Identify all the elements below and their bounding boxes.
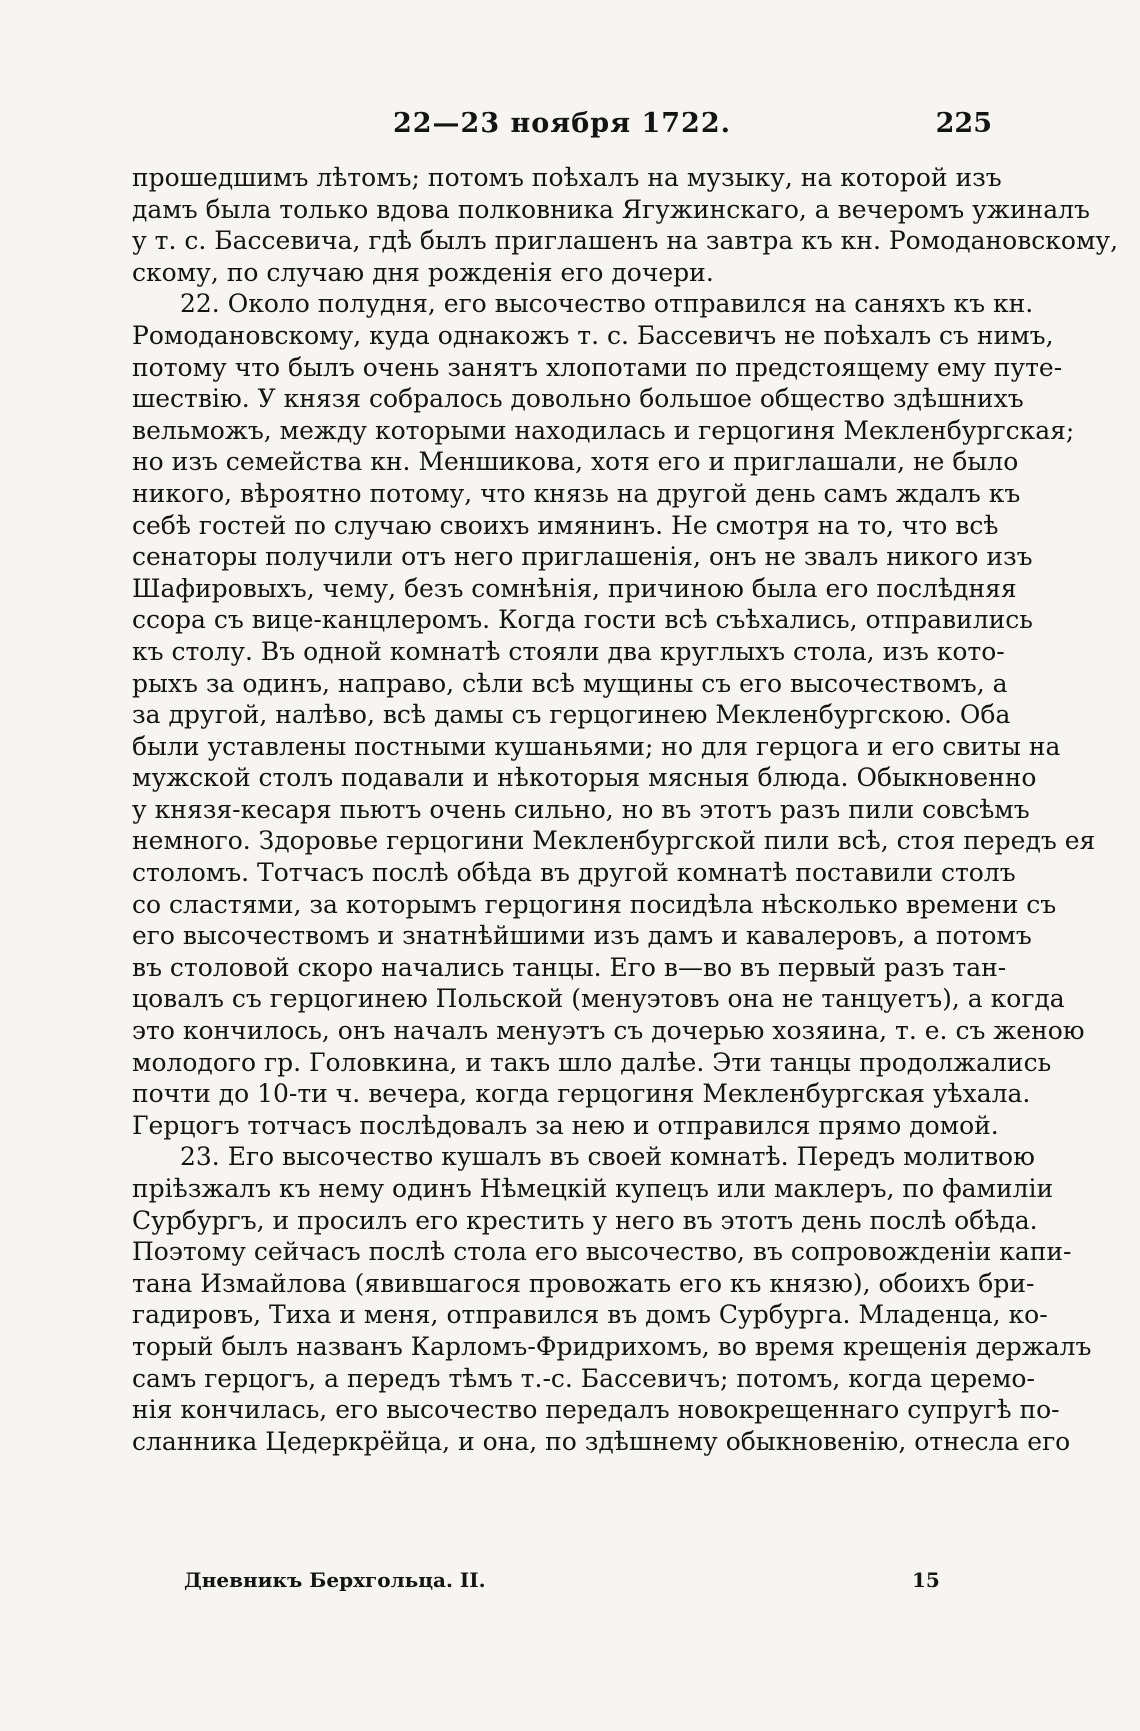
text-line: скому, по случаю дня рожденія его дочери. xyxy=(132,257,714,287)
text-line: сланника Цедеркрёйца, и она, по здѣшнему обыкновенію, отнесла его xyxy=(132,1426,1071,1456)
text-line: вельможъ, между которыми находилась и герцогиня Мекленбургская; xyxy=(132,415,1075,445)
text-line: 23. Его высочество кушалъ въ своей комнатѣ. Передъ молитвою xyxy=(180,1142,1035,1172)
text-line: 22. Около полудня, его высочество отправился на саняхъ къ кн. xyxy=(180,289,1034,319)
text-line: ссора съ вице-канцлеромъ. Когда гости всѣ съѣхались, отправились xyxy=(132,605,1033,635)
text-line: были уставлены постными кушаньями; но для герцога и его свиты на xyxy=(132,731,1061,761)
text-line: почти до 10-ти ч. вечера, когда герцогиня Мекленбургская уѣхала. xyxy=(132,1079,1031,1109)
signature-mark: 15 xyxy=(912,1568,940,1592)
text-line: у т. с. Бассевича, гдѣ былъ приглашенъ на завтра къ кн. Ромодановскому, xyxy=(132,226,1119,256)
text-line: Шафировыхъ, чему, безъ сомнѣнія, причиною была его послѣдняя xyxy=(132,573,1017,603)
text-line: Поэтому сейчасъ послѣ стола его высочество, въ сопровожденіи капи- xyxy=(132,1237,1072,1267)
text-line: шествію. У князя собралось довольно большое общество здѣшнихъ xyxy=(132,384,1024,414)
text-line: столомъ. Тотчасъ послѣ обѣда въ другой комнатѣ поставили столъ xyxy=(132,858,1016,888)
text-line: къ столу. Въ одной комнатѣ стояли два круглыхъ стола, изъ кото- xyxy=(132,636,1005,666)
text-line: цовалъ съ герцогинею Польской (менуэтовъ она не танцуетъ), а когда xyxy=(132,984,1065,1014)
text-line: сенаторы получили отъ него приглашенія, онъ не звалъ никого изъ xyxy=(132,542,1033,572)
text-line: молодого гр. Головкина, и такъ шло далѣе. Эти танцы продолжались xyxy=(132,1047,1052,1077)
footer-book-title: Дневникъ Берхгольца. II. xyxy=(184,1568,486,1592)
text-line: Герцогъ тотчасъ послѣдовалъ за нею и отправился прямо домой. xyxy=(132,1110,999,1140)
page-footer xyxy=(132,1568,992,1600)
text-line: въ столовой скоро начались танцы. Его в—во въ первый разъ тан- xyxy=(132,952,1007,982)
text-line: рыхъ за одинъ, направо, сѣли всѣ мущины съ его высочествомъ, а xyxy=(132,668,1008,698)
page-number: 225 xyxy=(935,108,992,139)
text-line: но изъ семейства кн. Меншикова, хотя его и приглашали, не было xyxy=(132,447,1019,477)
text-line: мужской столъ подавали и нѣкоторыя мясныя блюда. Обыкновенно xyxy=(132,763,1037,793)
text-line: потому что былъ очень занятъ хлопотами по предстоящему ему путе- xyxy=(132,352,1063,382)
text-line: гадировъ, Тиха и меня, отправился въ домъ Сурбурга. Младенца, ко- xyxy=(132,1300,1048,1330)
text-line: нія кончилась, его высочество передалъ новокрещеннаго супругѣ по- xyxy=(132,1395,1060,1425)
text-line: немного. Здоровье герцогини Мекленбургской пили всѣ, стоя передъ ея xyxy=(132,826,1096,856)
text-line: самъ герцогъ, а передъ тѣмъ т.-с. Бассевичъ; потомъ, когда церемо- xyxy=(132,1363,1035,1393)
header-title: 22—23 ноября 1722. xyxy=(392,108,732,139)
text-line: прошедшимъ лѣтомъ; потомъ поѣхалъ на музыку, на которой изъ xyxy=(132,163,1002,192)
text-line: это кончилось, онъ началъ менуэтъ съ дочерью хозяина, т. е. съ женою xyxy=(132,1016,1085,1046)
text-line: за другой, налѣво, всѣ дамы съ герцогинею Мекленбургскою. Оба xyxy=(132,700,1011,730)
text-line: пріѣзжалъ къ нему одинъ Нѣмецкій купецъ или маклеръ, по фамиліи xyxy=(132,1174,1054,1203)
text-line: никого, вѣроятно потому, что князь на другой день самъ ждалъ къ xyxy=(132,478,1021,508)
text-line: тана Измайлова (явившагося провожать его къ князю), обоихъ бри- xyxy=(132,1268,1035,1298)
text-line: Сурбургъ, и просилъ его крестить у него въ этотъ день послѣ обѣда. xyxy=(132,1205,1038,1235)
text-line: торый былъ названъ Карломъ-Фридрихомъ, во время крещенія держалъ xyxy=(132,1331,1092,1361)
body-text xyxy=(132,162,1119,1457)
text-line: себѣ гостей по случаю своихъ имянинъ. Не смотря на то, что всѣ xyxy=(132,510,999,540)
text-line: со сластями, за которымъ герцогиня посидѣла нѣсколько времени съ xyxy=(132,889,1057,919)
running-head xyxy=(132,108,992,148)
text-line: его высочествомъ и знатнѣйшими изъ дамъ и кавалеровъ, а потомъ xyxy=(132,921,1032,951)
text-line: Ромодановскому, куда однакожъ т. с. Бассевичъ не поѣхалъ съ нимъ, xyxy=(132,320,1054,350)
text-line: дамъ была только вдова полковника Ягужинскаго, а вечеромъ ужиналъ xyxy=(132,194,1090,224)
text-line: у князя-кесаря пьютъ очень сильно, но въ этотъ разъ пили совсѣмъ xyxy=(132,794,1030,824)
